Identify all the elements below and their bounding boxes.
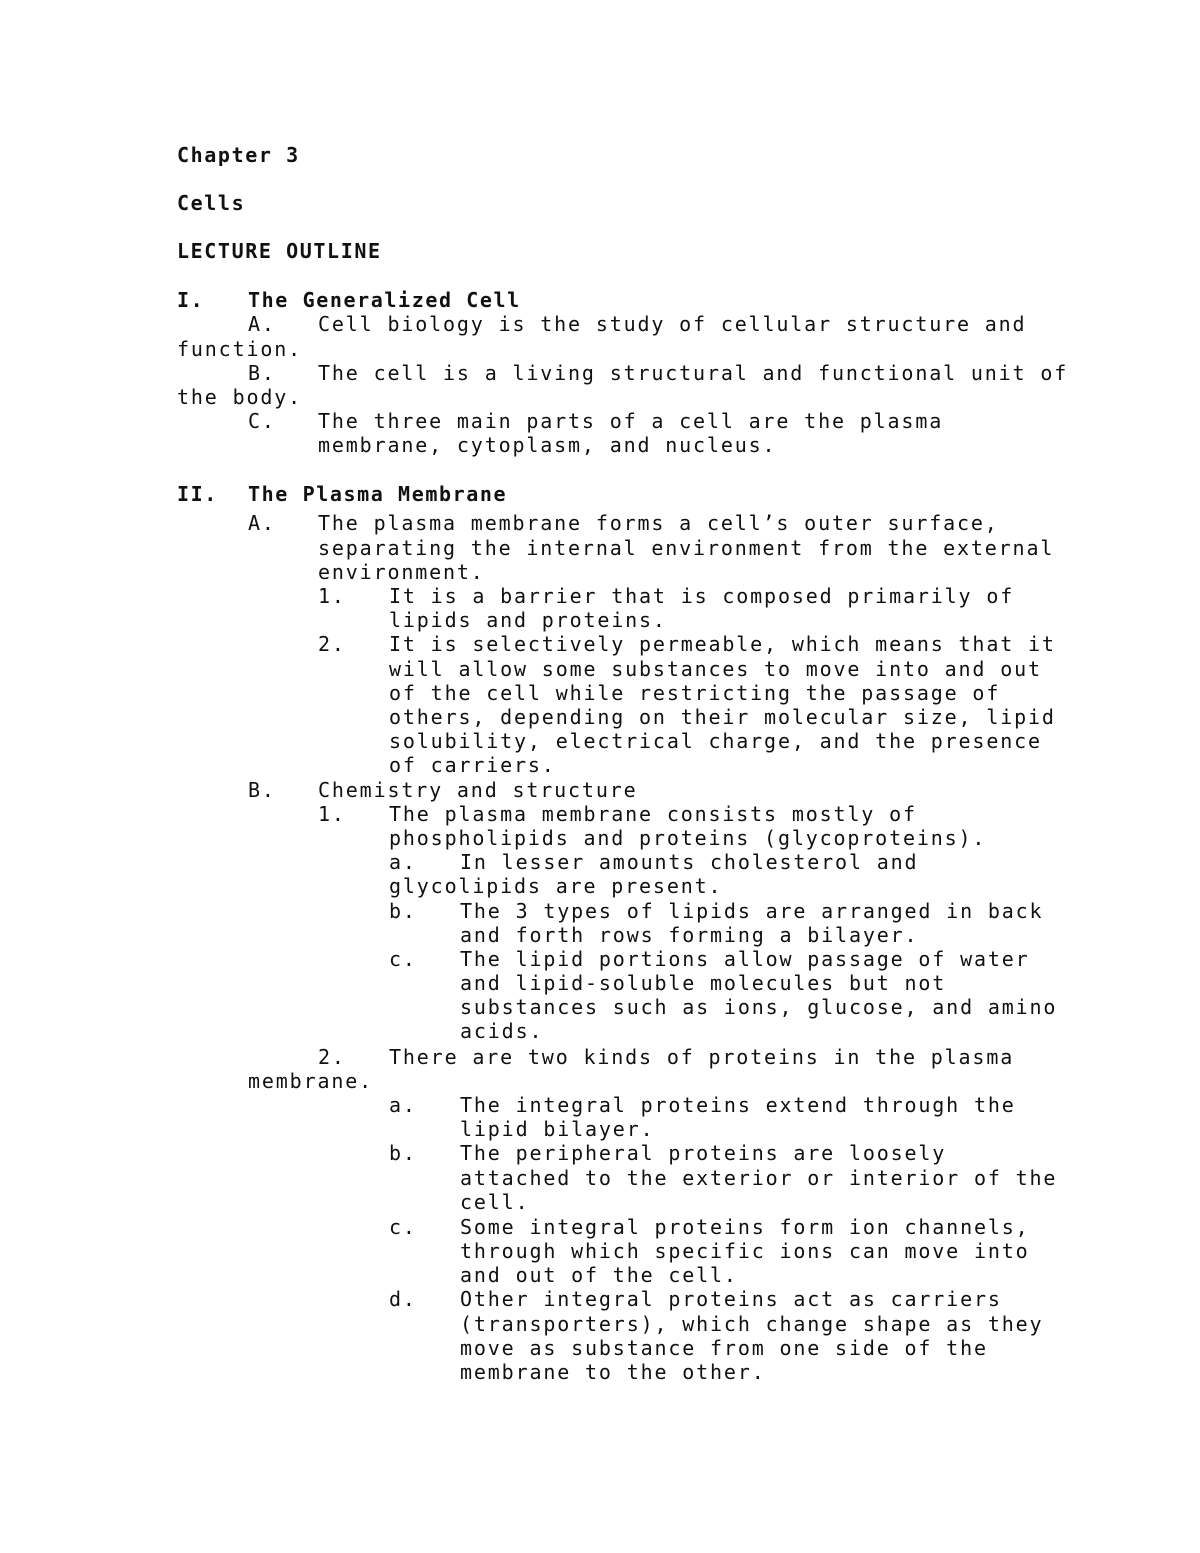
s2-b2d-text: membrane to the other. (460, 1360, 766, 1384)
s1-b-marker: B. (248, 361, 276, 385)
s2-b1a-text: glycolipids are present. (389, 874, 723, 898)
s1-a-text: Cell biology is the study of cellular structure and (318, 312, 1027, 336)
s2-b2a-text: lipid bilayer. (460, 1117, 655, 1141)
section-2-heading: The Plasma Membrane (248, 482, 508, 506)
s2-b1c-marker: c. (389, 947, 417, 971)
s2-b2b-marker: b. (389, 1141, 417, 1165)
s2-a-text: The plasma membrane forms a cell’s outer surface, (318, 511, 999, 535)
s1-c-marker: C. (248, 409, 276, 433)
outline-heading: LECTURE OUTLINE (177, 239, 382, 263)
s2-a-marker: A. (248, 511, 276, 535)
s2-b2-marker: 2. (318, 1045, 346, 1069)
s2-b1-text: phospholipids and proteins (glycoproteins). (389, 826, 987, 850)
s2-b2d-text: move as substance from one side of the (460, 1336, 988, 1360)
s2-b1a-marker: a. (389, 850, 417, 874)
s2-b-text: Chemistry and structure (318, 778, 638, 802)
s2-b2b-text: cell. (460, 1190, 530, 1214)
s2-b2b-text: attached to the exterior or interior of the (460, 1166, 1058, 1190)
s2-b1-text: The plasma membrane consists mostly of (389, 802, 917, 826)
s1-b-text: the body. (177, 385, 303, 409)
s2-b2-text: There are two kinds of proteins in the plasma (389, 1045, 1015, 1069)
s2-a2-text: of carriers. (389, 753, 556, 777)
s2-a1-marker: 1. (318, 584, 346, 608)
s1-a-text: function. (177, 337, 303, 361)
s2-b2c-marker: c. (389, 1215, 417, 1239)
s2-b1a-text: In lesser amounts cholesterol and (460, 850, 919, 874)
s2-b2c-text: through which specific ions can move into (460, 1239, 1030, 1263)
s2-a-text: separating the internal environment from the external (318, 536, 1055, 560)
s2-a-text: environment. (318, 560, 485, 584)
s2-b1b-text: and forth rows forming a bilayer. (460, 923, 919, 947)
s2-b2d-text: Other integral proteins act as carriers (460, 1287, 1002, 1311)
s2-b2c-text: Some integral proteins form ion channels, (460, 1215, 1030, 1239)
s2-b2a-marker: a. (389, 1093, 417, 1117)
s2-b1c-text: The lipid portions allow passage of water (460, 947, 1030, 971)
s2-a1-text: lipids and proteins. (389, 608, 667, 632)
s2-a2-marker: 2. (318, 632, 346, 656)
s1-c-text: The three main parts of a cell are the plasma (318, 409, 944, 433)
s2-b2-text: membrane. (248, 1069, 374, 1093)
s2-b1b-text: The 3 types of lipids are arranged in back (460, 899, 1044, 923)
s1-b-text: The cell is a living structural and functional unit of (318, 361, 1069, 385)
s1-c-text: membrane, cytoplasm, and nucleus. (318, 433, 777, 457)
s1-a-marker: A. (248, 312, 276, 336)
chapter-label: Chapter 3 (177, 143, 300, 167)
s2-a2-text: others, depending on their molecular size, lipid (389, 705, 1056, 729)
s2-b2b-text: The peripheral proteins are loosely (460, 1141, 947, 1165)
s2-b2d-text: (transporters), which change shape as they (460, 1312, 1044, 1336)
s2-b1c-text: and lipid-soluble molecules but not (460, 971, 947, 995)
s2-b-marker: B. (248, 778, 276, 802)
s2-a2-text: of the cell while restricting the passage of (389, 681, 1001, 705)
s2-a2-text: It is selectively permeable, which means that it (389, 632, 1056, 656)
s2-b2d-marker: d. (389, 1287, 417, 1311)
s2-b1c-text: acids. (460, 1019, 544, 1043)
s2-b2c-text: and out of the cell. (460, 1263, 738, 1287)
s2-b1-marker: 1. (318, 802, 346, 826)
s2-a1-text: It is a barrier that is composed primarily of (389, 584, 1015, 608)
section-1-heading: The Generalized Cell (248, 288, 521, 312)
chapter-title: Cells (177, 191, 246, 215)
s2-b2a-text: The integral proteins extend through the (460, 1093, 1016, 1117)
s2-a2-text: will allow some substances to move into and out (389, 657, 1042, 681)
section-1-numeral: I. (177, 288, 205, 312)
section-2-numeral: II. (177, 482, 218, 506)
s2-a2-text: solubility, electrical charge, and the presence (389, 729, 1042, 753)
s2-b1b-marker: b. (389, 899, 417, 923)
s2-b1c-text: substances such as ions, glucose, and amino (460, 995, 1058, 1019)
